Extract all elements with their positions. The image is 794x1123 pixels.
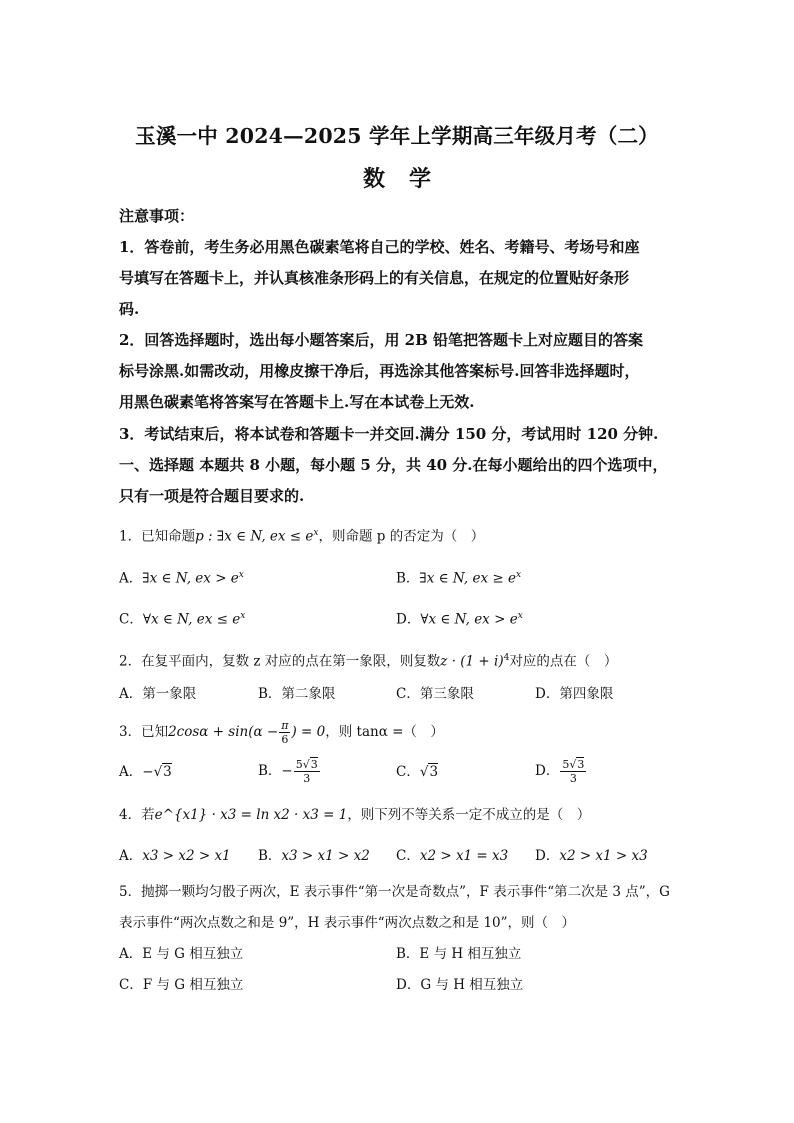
question-5-stem: 表示事件“两次点数之和是 9”，H 表示事件“两次点数之和是 10”，则（ ） (119, 915, 576, 931)
notice-line: 1．答卷前，考生务必用黑色碳素笔将自己的学校、姓名、考籍号、考场号和座 (119, 238, 640, 256)
radicand: 3 (310, 758, 318, 771)
option-label: B． (258, 686, 282, 702)
coef: 5 (295, 758, 303, 771)
q2-option-b (258, 684, 335, 704)
q4-option-d (535, 846, 648, 866)
question-2-stem (119, 648, 617, 672)
option-text: x3 > x2 > x1 (142, 848, 231, 864)
option-text: 第二象限 (281, 686, 336, 702)
q5-option-c (119, 975, 243, 995)
q5-option-b (396, 944, 521, 964)
q1-option-c (119, 606, 245, 630)
q4-math: e^{x1} · x3 = ln x2 · x3 = 1 (154, 807, 348, 823)
option-label: C． (396, 686, 420, 702)
option-label: D． (535, 763, 560, 779)
option-label: C． (119, 977, 143, 993)
option-fraction (560, 758, 586, 785)
q5-option-d (396, 975, 523, 995)
option-text: x2 > x1 = x3 (419, 848, 509, 864)
option-text: ∃x ∈ N, ex > e (142, 570, 239, 587)
q2-math: z · (1 + i) (440, 653, 504, 670)
exam-title: 玉溪一中 2024—2025 学年上学期高三年级月考（二） (135, 124, 659, 148)
q4-option-c (396, 846, 508, 866)
option-sign: − (142, 764, 154, 780)
option-label: A． (119, 764, 143, 780)
option-sup: x (517, 611, 523, 621)
q1-math-sup: x (313, 528, 319, 538)
frac-den: 3 (303, 772, 311, 785)
option-text: G 与 H 相互独立 (420, 977, 524, 993)
option-label: D． (396, 977, 421, 993)
option-text: ∀x ∈ N, ex > e (420, 611, 518, 628)
q1-option-b (396, 565, 521, 589)
option-label: B． (258, 763, 282, 779)
frac-den: 6 (281, 733, 289, 746)
frac-den: 3 (569, 772, 577, 785)
option-label: A． (119, 570, 143, 587)
q2-option-d (535, 684, 613, 704)
radicand: 3 (429, 764, 439, 780)
option-sign: − (281, 763, 293, 779)
option-label: B． (396, 946, 420, 962)
option-text: ∀x ∈ N, ex ≤ e (142, 611, 241, 628)
notice-line: 用黑色碳素笔将答案写在答题卡上.写在本试卷上无效. (119, 393, 475, 411)
q3-prefix: 3．已知 (119, 724, 169, 740)
notice-heading: 注意事项： (119, 207, 195, 225)
sqrt-sign: √ (569, 758, 577, 771)
q3-option-b (258, 758, 321, 785)
option-label: D． (396, 611, 421, 628)
q4-prefix: 4．若 (119, 807, 155, 823)
question-3-stem (119, 719, 444, 746)
q4-option-a (119, 846, 231, 866)
q3-math-b: ) = 0 (291, 724, 326, 740)
option-text: 第三象限 (419, 686, 474, 702)
section-heading: 一、选择题 本题共 8 小题，每小题 5 分，共 40 分.在每小题给出的四个选项中， (119, 456, 668, 474)
option-text: 第四象限 (559, 686, 614, 702)
option-label: A． (119, 848, 143, 864)
sqrt-sign: √ (153, 764, 163, 780)
option-label: C． (396, 764, 420, 780)
section-heading: 只有一项是符合题目要求的. (119, 487, 305, 505)
option-text: E 与 G 相互独立 (142, 946, 244, 962)
q3-option-d (535, 758, 587, 785)
option-label: D． (535, 686, 560, 702)
notice-line: 码. (119, 300, 140, 318)
q3-fraction (279, 719, 290, 746)
option-text: 第一象限 (142, 686, 197, 702)
question-5-stem: 5．抛掷一颗均匀骰子两次，E 表示事件“第一次是奇数点”，F 表示事件“第二次是 3 点”，G (119, 884, 670, 900)
q3-suffix: ，则 tanα =（ ） (325, 724, 444, 740)
question-4-stem (119, 805, 590, 825)
q2-math-sup: 4 (503, 653, 510, 663)
option-label: C． (396, 848, 420, 864)
q3-math-a: 2cosα + sin(α − (168, 724, 279, 740)
sqrt-sign: √ (419, 764, 429, 780)
option-label: B． (396, 570, 420, 587)
frac-num (294, 758, 320, 772)
option-text: ∃x ∈ N, ex ≥ e (419, 570, 516, 587)
option-text: F 与 G 相互独立 (142, 977, 244, 993)
notice-line: 2．回答选择题时，选出每小题答案后，用 2B 铅笔把答题卡上对应题目的答案 (119, 331, 643, 349)
sqrt-sign: √ (302, 758, 310, 771)
option-sup: x (240, 611, 246, 621)
q1-math: p : ∃x ∈ N, ex ≤ e (195, 528, 314, 545)
option-label: C． (119, 611, 143, 628)
option-sup: x (515, 570, 522, 580)
q2-prefix: 2．在复平面内，复数 z 对应的点在第一象限，则复数 (119, 653, 441, 670)
option-fraction (294, 758, 320, 785)
option-text: x2 > x1 > x3 (559, 848, 648, 864)
option-text: x3 > x1 > x2 (281, 848, 370, 864)
q2-option-a (119, 684, 196, 704)
option-label: B． (258, 848, 282, 864)
notice-line: 标号涂黑.如需改动，用橡皮擦干净后，再选涂其他答案标号.回答非选择题时， (119, 362, 640, 380)
q4-option-b (258, 846, 370, 866)
q5-option-a (119, 944, 243, 964)
frac-num (560, 758, 586, 772)
option-sup: x (238, 570, 244, 580)
q1-prefix: 1．已知命题 (119, 528, 196, 545)
option-label: A． (119, 686, 143, 702)
q1-option-d (396, 606, 523, 630)
option-label: D． (535, 848, 560, 864)
q2-suffix: 对应的点在（ ） (509, 653, 618, 670)
frac-num: π (281, 719, 289, 732)
subject-title: 数学 (362, 166, 455, 192)
q2-option-c (396, 684, 474, 704)
notice-line: 3．考试结束后，将本试卷和答题卡一并交回.满分 150 分，考试用时 120 分钟. (119, 425, 659, 443)
coef: 5 (562, 758, 570, 771)
q1-suffix: ，则命题 p 的否定为（ ） (318, 528, 485, 545)
q3-option-c (396, 762, 438, 782)
radicand: 3 (577, 758, 585, 771)
question-1-stem (119, 523, 484, 547)
radicand: 3 (163, 764, 172, 780)
q3-option-a (119, 762, 172, 782)
notice-line: 号填写在答题卡上，并认真核准条形码上的有关信息，在规定的位置贴好条形 (119, 269, 630, 287)
q1-option-a (119, 565, 244, 589)
option-label: A． (119, 946, 143, 962)
option-text: E 与 H 相互独立 (419, 946, 522, 962)
q4-suffix: ，则下列不等关系一定不成立的是（ ） (347, 807, 591, 823)
